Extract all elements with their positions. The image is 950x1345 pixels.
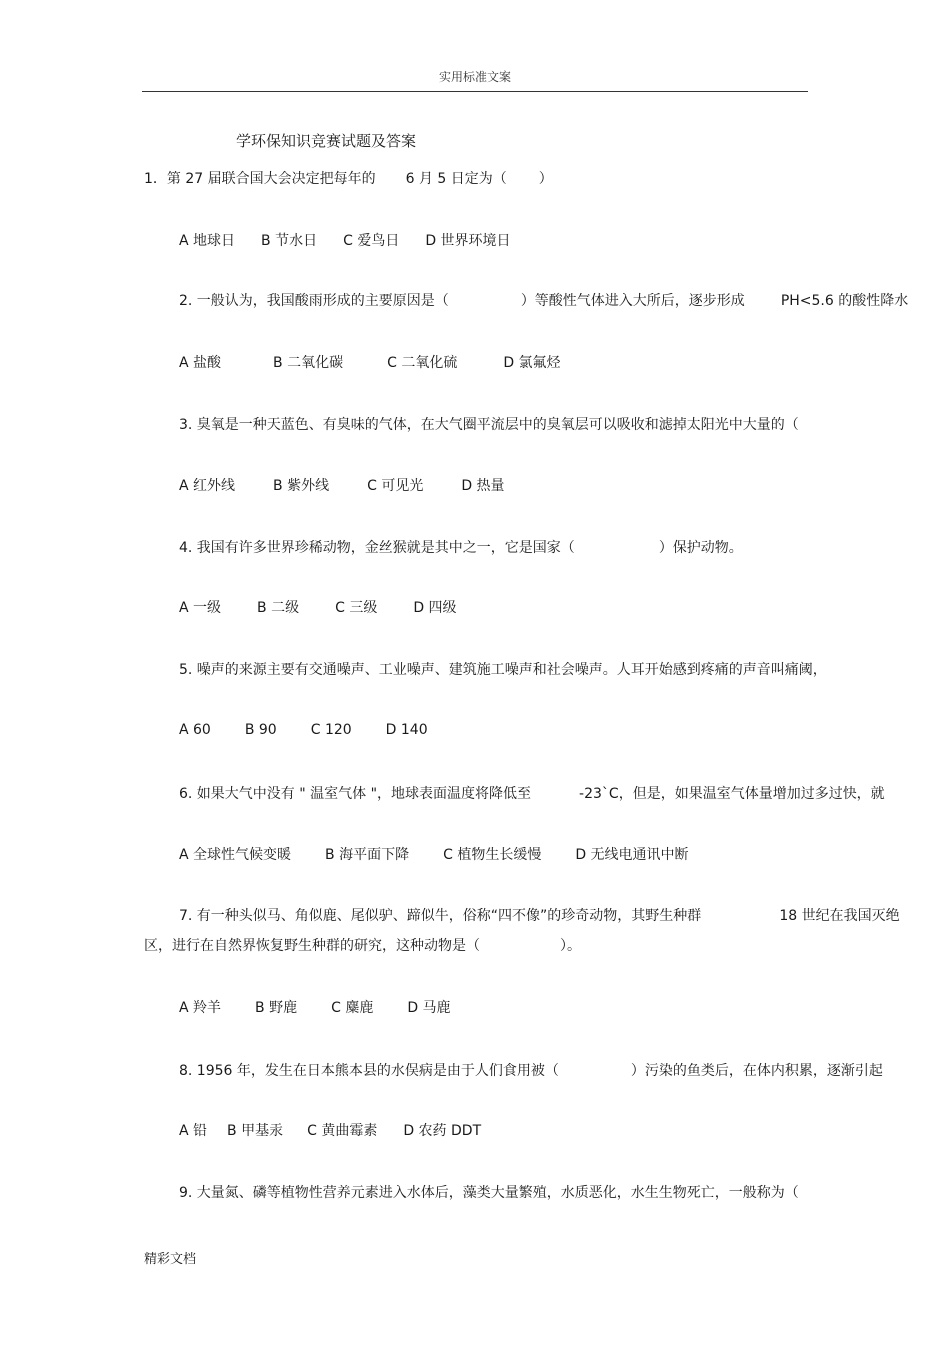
option-b: B 紫外线 (273, 478, 330, 494)
question-3-options (179, 475, 505, 495)
question-1-text-a: 1．第 27 届联合国大会决定把每年的 (144, 171, 376, 187)
question-1 (144, 168, 553, 188)
header-rule (142, 91, 808, 92)
option-c: C 120 (310, 722, 352, 738)
option-a: A 60 (179, 722, 211, 738)
question-7-text-b: 18 世纪在我国灭绝 (779, 908, 900, 924)
option-c: C 三级 (335, 600, 378, 616)
option-a: A 全球性气候变暖 (179, 847, 292, 863)
question-6-options (179, 844, 689, 864)
question-2-options (179, 352, 561, 372)
question-6-text-a: 6. 如果大气中没有 " 温室气体 "，地球表面温度将降低至 (179, 786, 532, 802)
option-c: C 黄曲霉素 (307, 1123, 378, 1139)
option-d: D 无线电通讯中断 (575, 847, 689, 863)
question-2-text-b: ）等酸性气体进入大所后，逐步形成 (520, 293, 745, 309)
question-6-text-b: -23`C，但是，如果温室气体量增加过多过快，就 (579, 786, 885, 802)
question-1-options (179, 230, 511, 250)
question-7-line-2 (144, 935, 581, 955)
page-footer: 精彩文档 (144, 1252, 197, 1267)
option-c: C 二氧化硫 (387, 355, 458, 371)
option-a: A 红外线 (179, 478, 236, 494)
option-a: A 一级 (179, 600, 222, 616)
option-b: B 节水日 (261, 233, 318, 249)
question-8 (179, 1060, 883, 1080)
question-3-text-a: 3. 臭氧是一种天蓝色、有臭味的气体，在大气圈平流层中的臭氧层可以吸收和滤掉太阳光中大量的（ (179, 417, 799, 433)
document-title: 学环保知识竞赛试题及答案 (236, 132, 417, 150)
option-c: C 爱鸟日 (343, 233, 400, 249)
option-d: D 马鹿 (407, 1000, 451, 1016)
option-a: A 地球日 (179, 233, 236, 249)
question-9 (179, 1182, 799, 1202)
question-4-options (179, 597, 457, 617)
option-b: B 二级 (257, 600, 300, 616)
option-b: B 甲基汞 (227, 1123, 284, 1139)
question-9-text-a: 9. 大量氮、磷等植物性营养元素进入水体后，藻类大量繁殖，水质恶化，水生生物死亡，一般称为（ (179, 1185, 799, 1201)
question-7-text-c: 区，进行在自然界恢复野生种群的研究，这种动物是（ (144, 938, 480, 954)
option-b: B 二氧化碳 (273, 355, 344, 371)
option-b: B 90 (244, 722, 277, 738)
option-d: D 世界环境日 (425, 233, 511, 249)
question-1-text-b: 6 月 5 日定为（ (405, 171, 507, 187)
question-3 (179, 414, 799, 434)
option-d: D 氯氟烃 (503, 355, 561, 371)
option-b: B 海平面下降 (325, 847, 410, 863)
question-7 (179, 905, 900, 925)
question-4-text-a: 4. 我国有许多世界珍稀动物，金丝猴就是其中之一，它是国家（ (179, 540, 575, 556)
option-d: D 农药 DDT (403, 1123, 482, 1139)
question-5-text-a: 5. 噪声的来源主要有交通噪声、工业噪声、建筑施工噪声和社会噪声。人耳开始感到疼痛的声音叫痛阈， (179, 662, 827, 678)
option-c: C 植物生长缓慢 (443, 847, 542, 863)
option-c: C 麋鹿 (331, 1000, 374, 1016)
page-header: 实用标准文案 (438, 70, 511, 84)
option-b: B 野鹿 (255, 1000, 298, 1016)
option-d: D 四级 (413, 600, 457, 616)
question-7-options (179, 997, 451, 1017)
question-2-text-a: 2. 一般认为，我国酸雨形成的主要原因是（ (179, 293, 449, 309)
question-8-text-b: ）污染的鱼类后，在体内积累，逐渐引起 (630, 1063, 883, 1079)
option-d: D 热量 (461, 478, 505, 494)
option-c: C 可见光 (367, 478, 424, 494)
question-2 (179, 290, 908, 310)
option-a: A 盐酸 (179, 355, 222, 371)
question-7-text-d: ）。 (560, 938, 581, 954)
question-4-text-b: ）保护动物。 (658, 540, 743, 556)
option-a: A 铅 (179, 1123, 208, 1139)
question-6 (179, 783, 885, 803)
question-1-text-c: ） (538, 171, 553, 187)
option-a: A 羚羊 (179, 1000, 222, 1016)
question-7-text-a: 7. 有一种头似马、角似鹿、尾似驴、蹄似牛，俗称“四不像”的珍奇动物，其野生种群 (179, 908, 702, 924)
question-5-options (179, 722, 428, 738)
question-2-text-c: PH<5.6 的酸性降水 (780, 293, 909, 309)
option-d: D 140 (385, 722, 428, 738)
question-8-text-a: 8. 1956 年，发生在日本熊本县的水俣病是由于人们食用被（ (179, 1063, 559, 1079)
question-8-options (179, 1120, 481, 1140)
question-5 (179, 659, 827, 679)
question-4 (179, 537, 743, 557)
